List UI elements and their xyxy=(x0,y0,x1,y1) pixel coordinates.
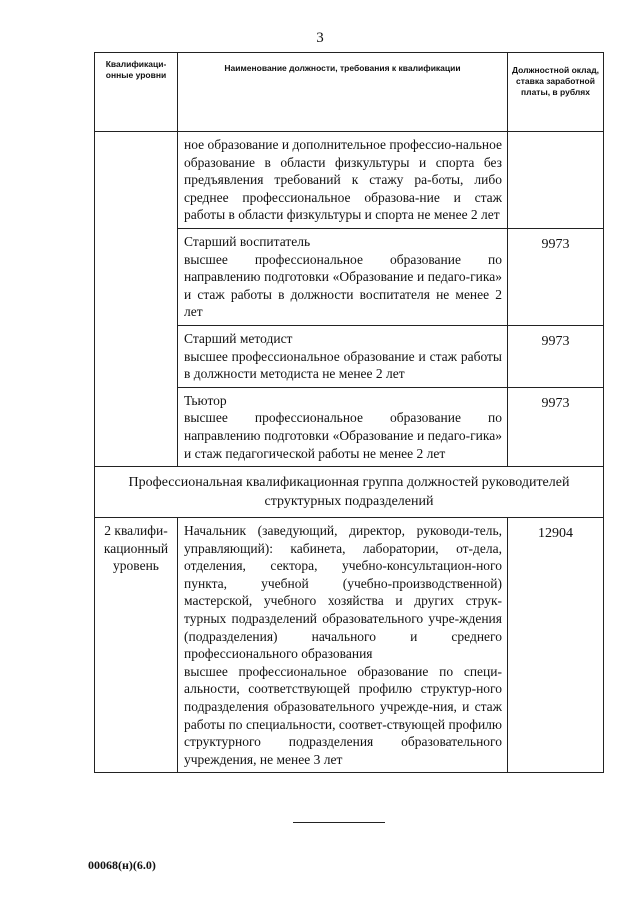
position-cell xyxy=(178,228,508,325)
position-cell xyxy=(178,325,508,387)
table-row xyxy=(95,518,604,773)
position-title: Старший методист xyxy=(184,330,293,346)
position-requirements: высшее профессиональное образование по направлению подготовки «Образование и педаго-гика» и стаж работы в должности воспитателя не менее 2 лет xyxy=(184,251,502,320)
qualification-table xyxy=(94,52,604,773)
position-continuation xyxy=(178,132,508,229)
salary-cell-empty xyxy=(508,132,604,229)
footer-divider xyxy=(293,822,385,823)
position-title: Старший воспитатель xyxy=(184,233,311,249)
position-cell xyxy=(178,518,508,773)
header-salary: Должностной оклад, ставка заработной платы, в рублях xyxy=(508,53,604,132)
position-title: Тьютор xyxy=(184,392,227,408)
group-title-row xyxy=(95,467,604,518)
salary-value: 12904 xyxy=(508,518,604,773)
position-requirements: высшее профессиональное образование по специ-альности, соответствующей профилю структур-ного подразделения образовательного учрежде-ния, и стаж работы по специальности, соответ-ствующей профилю структурного подразделения образовательного учреждения, не менее 3 лет xyxy=(184,663,502,767)
header-qualification-levels: Квалификаци-онные уровни xyxy=(95,53,178,132)
salary-value: 9973 xyxy=(508,325,604,387)
position-cell xyxy=(178,387,508,466)
position-requirements: высшее профессиональное образование по направлению подготовки «Образование и педаго-гика» и стаж педагогической работы не менее 2 лет xyxy=(184,410,502,461)
table-row xyxy=(95,132,604,229)
continuation-text: ное образование и дополнительное профессио-нальное образование в области физкультуры и спорта без предъявления требований к стажу ра-боты, либо среднее профессиональное образова-ние и стаж работы в области физкультуры и спорта не менее 2 лет xyxy=(184,137,502,223)
page-number: 3 xyxy=(316,30,324,46)
position-requirements: высшее профессиональное образование и стаж работы в должности методиста не менее 2 лет xyxy=(184,348,502,382)
table-header-row xyxy=(95,53,604,132)
qualification-level: 2 квалифи-кационный уровень xyxy=(95,518,178,773)
document-code: 00068(н)(6.0) xyxy=(88,858,156,872)
salary-value: 9973 xyxy=(508,387,604,466)
level-cell-empty xyxy=(95,132,178,467)
group-title: Профессиональная квалификационная группа должностей руководителей структурных подразделений xyxy=(95,467,604,518)
header-position-name: Наименование должности, требования к квалификации xyxy=(178,53,508,132)
salary-value: 9973 xyxy=(508,228,604,325)
position-title: Начальник (заведующий, директор, руководи-тель, управляющий): кабинета, лаборатории, от-дела, отделения, сектора, учебно-консультацион-ного пункта, учебной (учебно-производственной) мастерской, учебного хозяйства и других струк-турных подразделений образовательного учре-ждения (подразделения) начального и среднего профессионального образования xyxy=(184,523,502,662)
